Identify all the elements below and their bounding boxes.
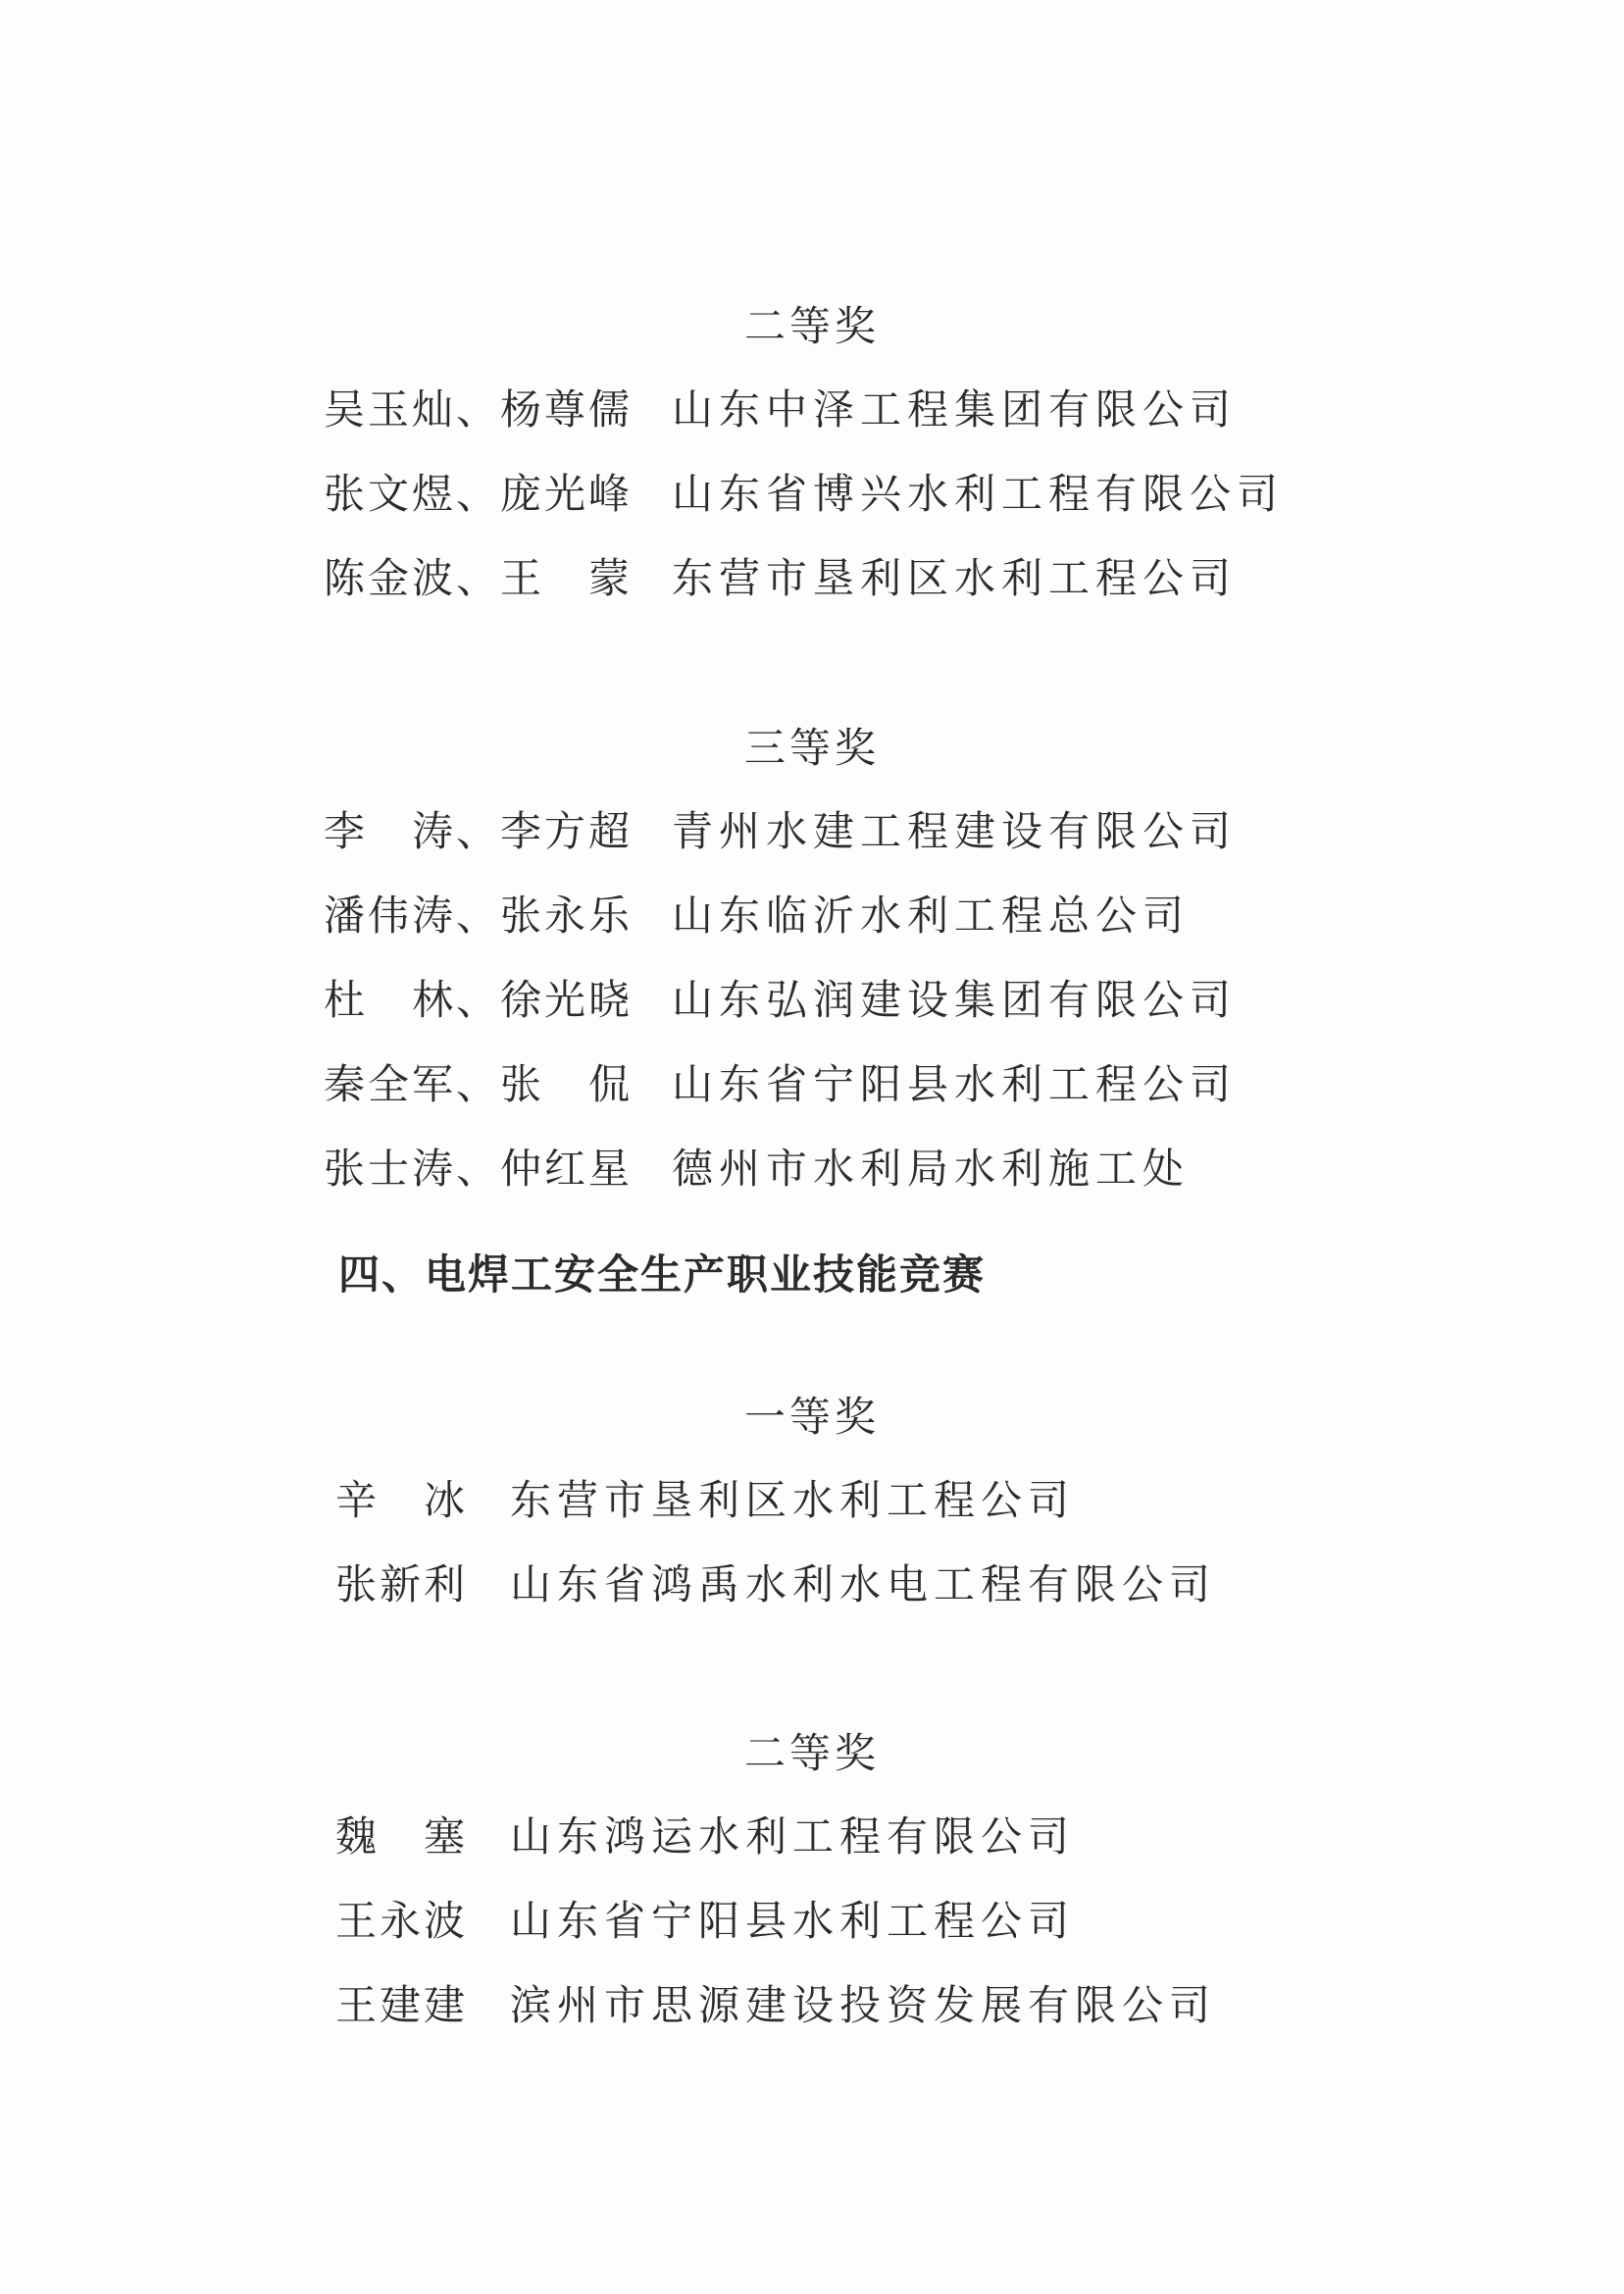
winner-organization: 山东省博兴水利工程有限公司 xyxy=(672,470,1285,518)
winner-organization: 山东省宁阳县水利工程公司 xyxy=(510,1897,1076,1945)
award-heading-second-1: 二等奖 xyxy=(743,302,880,350)
winner-organization: 滨州市思源建设投资发展有限公司 xyxy=(510,1981,1217,2029)
winner-names: 吴玉灿、杨尊儒 xyxy=(324,385,634,433)
winner-names: 潘伟涛、张永乐 xyxy=(324,892,634,940)
winner-names: 秦全军、张 侃 xyxy=(324,1060,634,1108)
winner-organization: 青州水建工程建设有限公司 xyxy=(672,807,1238,855)
winner-names: 张文煜、庞光峰 xyxy=(324,470,634,518)
winner-organization: 东营市垦利区水利工程公司 xyxy=(510,1476,1076,1524)
winner-names: 张新利 xyxy=(335,1560,469,1608)
winner-organization: 山东中泽工程集团有限公司 xyxy=(672,385,1238,433)
section-title: 四、电焊工安全生产职业技能竞赛 xyxy=(338,1250,987,1299)
winner-organization: 山东省宁阳县水利工程公司 xyxy=(672,1060,1238,1108)
winner-names: 魏 塞 xyxy=(335,1812,469,1861)
winner-organization: 山东临沂水利工程总公司 xyxy=(672,892,1191,940)
winner-names: 张士涛、仲红星 xyxy=(324,1145,634,1193)
award-heading-second-2: 二等奖 xyxy=(743,1729,880,1777)
winner-names: 辛 冰 xyxy=(335,1476,469,1524)
winner-organization: 山东弘润建设集团有限公司 xyxy=(672,976,1238,1024)
award-heading-third: 三等奖 xyxy=(743,724,880,772)
winner-names: 王建建 xyxy=(335,1981,469,2029)
winner-names: 陈金波、王 蒙 xyxy=(324,554,634,602)
winner-organization: 山东省鸿禹水利水电工程有限公司 xyxy=(510,1560,1217,1608)
winner-organization: 东营市垦利区水利工程公司 xyxy=(672,554,1238,602)
winner-names: 杜 林、徐光晓 xyxy=(324,976,634,1024)
winner-organization: 德州市水利局水利施工处 xyxy=(672,1145,1191,1193)
winner-names: 李 涛、李方超 xyxy=(324,807,634,855)
winner-names: 王永波 xyxy=(335,1897,469,1945)
award-heading-first: 一等奖 xyxy=(743,1393,880,1441)
winner-organization: 山东鸿运水利工程有限公司 xyxy=(510,1812,1076,1861)
